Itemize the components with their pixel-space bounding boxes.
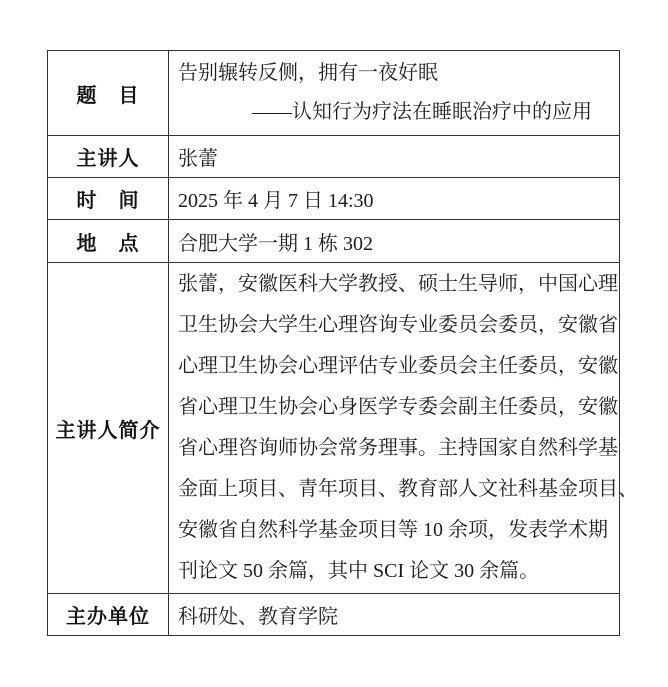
bio-label: 主讲人简介 (48, 263, 169, 594)
bio-line-4: 省心理卫生协会心身医学专委会副主任委员，安徽 (178, 396, 618, 418)
location-value: 合肥大学一期 1 栋 302 (169, 220, 620, 263)
lecture-info-table (47, 50, 638, 636)
title-line-2: ——认知行为疗法在睡眠治疗中的应用 (252, 101, 592, 123)
bio-line-2: 卫生协会大学生心理咨询专业委员会委员，安徽省 (178, 314, 618, 336)
organizer-label: 主办单位 (48, 594, 169, 636)
bio-line-8: 刊论文 50 余篇，其中 SCI 论文 30 余篇。 (178, 560, 540, 582)
title-value-cell (169, 51, 620, 136)
table-row-time (48, 178, 620, 220)
table-row-title (48, 51, 620, 136)
table-row-organizer (48, 594, 620, 636)
bio-line-3: 心理卫生协会心理评估专业委员会主任委员，安徽 (178, 355, 618, 377)
bio-line-6: 金面上项目、青年项目、教育部人文社科基金项目、 (178, 478, 638, 500)
table-row-location (48, 220, 620, 263)
title-line-1: 告别辗转反侧，拥有一夜好眠 (178, 62, 438, 84)
table-row-bio (48, 263, 620, 594)
time-label: 时 间 (48, 178, 169, 220)
location-label: 地 点 (48, 220, 169, 263)
speaker-label: 主讲人 (48, 136, 169, 178)
bio-line-7: 安徽省自然科学基金项目等 10 余项，发表学术期 (178, 519, 608, 541)
bio-line-1: 张蕾，安徽医科大学教授、硕士生导师，中国心理 (178, 273, 618, 295)
organizer-value: 科研处、教育学院 (169, 594, 620, 636)
time-value: 2025 年 4 月 7 日 14:30 (169, 178, 620, 220)
bio-value-cell (169, 263, 638, 594)
title-label: 题 目 (48, 51, 169, 136)
speaker-value: 张蕾 (169, 136, 620, 178)
table-row-speaker (48, 136, 620, 178)
bio-line-5: 省心理咨询师协会常务理事。主持国家自然科学基 (178, 437, 618, 459)
